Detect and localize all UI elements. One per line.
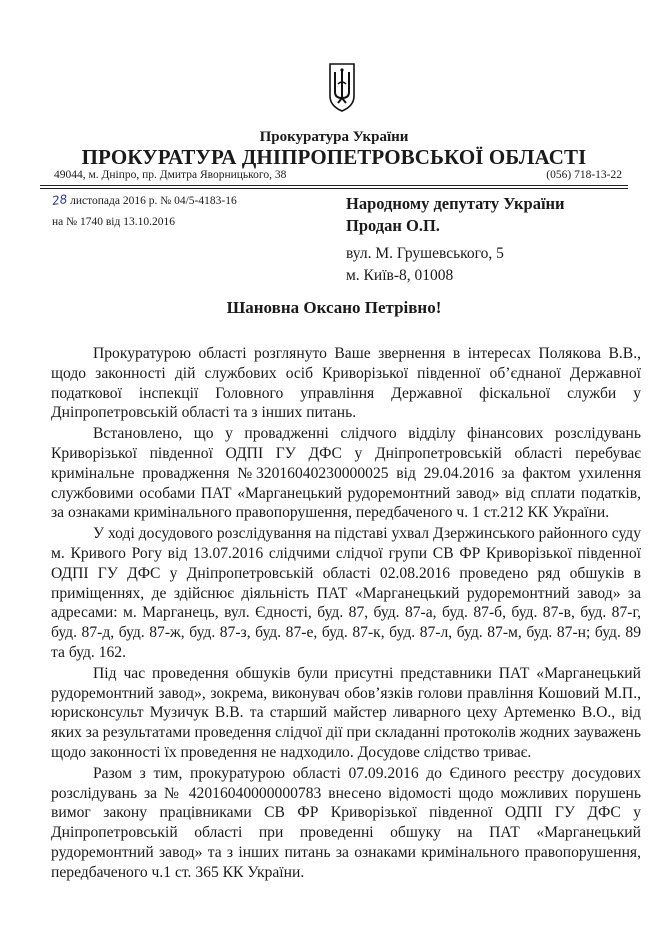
outgoing-day-handwritten: 28 [51,192,69,208]
recipient-block [346,193,565,237]
letter-body [51,344,641,884]
header-divider [40,185,628,186]
paragraph: У ході досудового розслідування на підставі ухвал Дзержинського районного суду м. Кривого Рогу від 13.07.2016 слідчими слідчої групи СВ ФР Криворізької південної ОДПІ ГУ ДФС у Дніпропетровській області 02.08.2016 проведено ряд обшуків в приміщеннях, де здійснює діяльність ПАТ «Марганецький рудоремонтний завод» за адресами: м. Марганець, вул. Єдності, буд. 87, буд. 87-а, буд. 87-б, буд. 87-в, буд. 87-г, буд. 87-д, буд. 87-ж, буд. 87-з, буд. 87-е, буд. 87-к, буд. 87-л, буд. 87-м, буд. 87-н; буд. 89 та буд. 162. [51,525,641,661]
recipient-name: Продан О.П. [346,216,440,235]
org-address: 49044, м. Дніпро, пр. Дмитра Яворницького, 38 [54,169,287,181]
org-name: ПРОКУРАТУРА ДНІПРОПЕТРОВСЬКОЇ ОБЛАСТІ [81,145,587,169]
paragraph: Під час проведення обшуків були присутні представники ПАТ «Марганецький рудоремонтний завод», зокрема, виконувач обов’язків голови правління Кошовий М.П., юрисконсульт Музичук В.В. та старший майстер ливарного цеху Артеменко В.О., від яких за результатами проведення слідчої дії при складанні протоколів жодних зауважень щодо законності їх проведення не надходило. Досудове слідство триває. [51,664,641,761]
org-parent-name: Прокуратура України [259,129,409,145]
recipient-address [346,243,504,287]
outgoing-date: листопада 2016 р. [70,195,158,207]
paragraph: Разом з тим, прокуратурою області 07.09.2016 до Єдиного реєстру досудових розслідувань за № 42016040000000783 внесено відомості щодо можливих порушень вимог закону працівниками СВ ФР Криворізької південної ОДПІ ГУ ДФС у Дніпропетровській області при проведенні обшуку на ПАТ «Марганецький рудоремонтний завод» та з інших питань за ознаками кримінального правопорушення, передбаченого ч.1 ст. 365 КК України. [51,764,641,881]
recipient-city: м. Київ-8, 01008 [346,267,454,284]
trident-coat-of-arms-icon [327,62,357,112]
paragraph: Прокуратурою області розглянуто Ваше звернення в інтересах Полякова В.В., щодо законності дій службових осіб Криворізької південної об’єднаної Державної податкової інспекції Головного управління Державної фіскальної служби у Дніпропетровській області та з інших питань. [51,345,641,422]
outgoing-number: № 04/5-4183-16 [160,195,237,207]
recipient-title: Народному депутату України [346,194,565,213]
recipient-street: вул. М. Грушевського, 5 [346,245,504,262]
greeting: Шановна Оксано Петрівно! [226,298,442,317]
org-phone: (056) 718-13-22 [546,169,622,181]
header-divider-thin [40,188,628,189]
outgoing-reference [52,193,237,207]
paragraph: Встановлено, що у провадженні слідчого відділу фінансових розслідувань Криворізької південної ОДПІ ГУ ДФС у Дніпропетровській області перебуває кримінальне провадження №32016040230000025 від 29.04.2016 за фактом ухилення службовими особами ПАТ «Марганецький рудоремонтний завод» від сплати податків, за ознаками кримінального правопорушення, передбаченого ч. 1 ст.212 КК України. [51,425,641,522]
incoming-reference: на № 1740 від 13.10.2016 [52,216,175,228]
